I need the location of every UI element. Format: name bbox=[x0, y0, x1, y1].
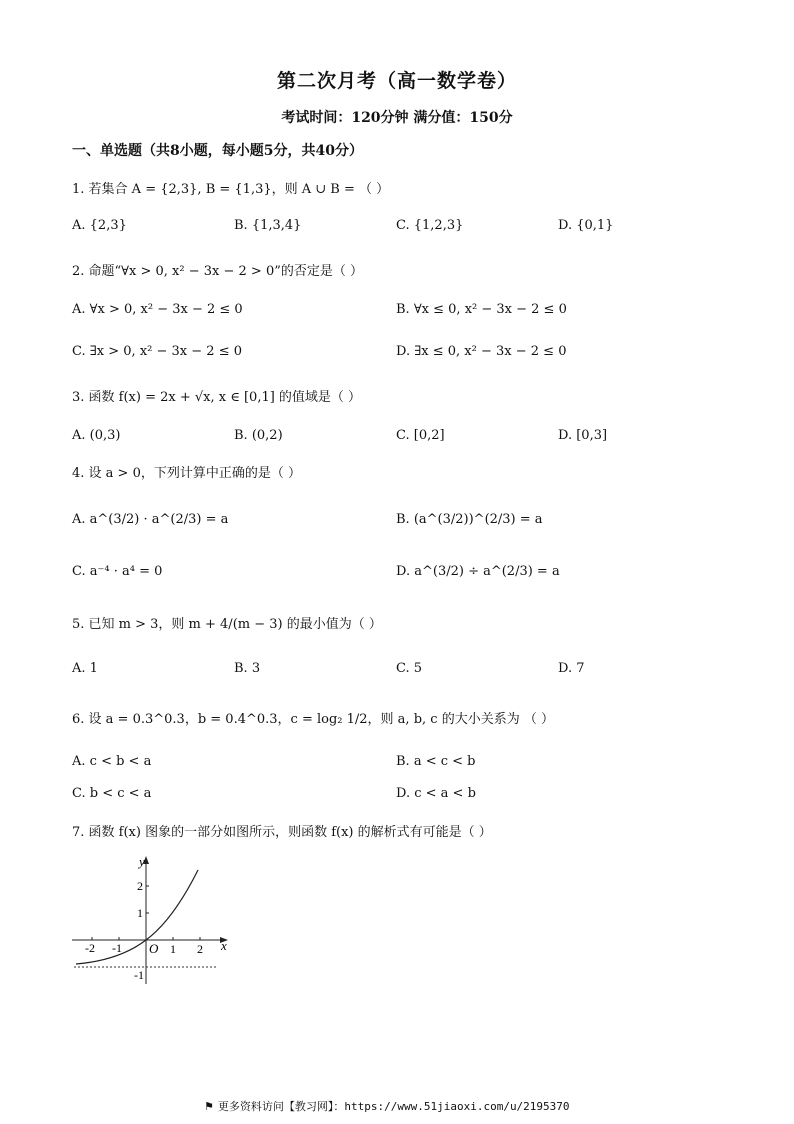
function-graph bbox=[70, 852, 240, 992]
y-tick-label-2: 2 bbox=[137, 879, 143, 893]
q1-option-a: A. {2,3} bbox=[72, 218, 127, 233]
q1-option-d: D. {0,1} bbox=[558, 218, 614, 233]
q4-option-d: D. a^(3/2) ÷ a^(2/3) = a bbox=[396, 564, 560, 579]
q4-option-c: C. a⁻⁴ · a⁴ = 0 bbox=[72, 564, 163, 579]
exam-info: 考试时间：120分钟 满分值：150分 bbox=[281, 110, 513, 126]
q5-option-a: A. 1 bbox=[72, 661, 98, 676]
x-tick-label-1: 1 bbox=[170, 942, 176, 956]
x-tick-label-2: 2 bbox=[197, 942, 203, 956]
question-3-stem: 3. 函数 f(x) = 2x + √x, x ∈ [0,1] 的值域是（ ） bbox=[72, 390, 362, 405]
q5-option-b: B. 3 bbox=[234, 661, 261, 676]
q4-option-b: B. (a^(3/2))^(2/3) = a bbox=[396, 512, 543, 527]
section-heading: 一、单选题（共8小题，每小题5分，共40分） bbox=[72, 143, 363, 159]
q6-option-b: B. a < c < b bbox=[396, 754, 476, 769]
footer-link[interactable] bbox=[204, 1098, 570, 1114]
q6-option-d: D. c < a < b bbox=[396, 786, 476, 801]
flag-icon: ⚑ bbox=[204, 1100, 214, 1113]
q3-option-b: B. (0,2) bbox=[234, 428, 283, 443]
q5-option-d: D. 7 bbox=[558, 661, 585, 676]
x-axis-label: x bbox=[221, 938, 227, 953]
q1-option-b: B. {1,3,4} bbox=[234, 218, 302, 233]
x-tick-label-neg2: -2 bbox=[85, 941, 95, 955]
page-title: 第二次月考（高一数学卷） bbox=[276, 70, 517, 92]
question-4-stem: 4. 设 a > 0，下列计算中正确的是（ ） bbox=[72, 466, 301, 481]
x-tick-label-neg1: -1 bbox=[112, 941, 122, 955]
question-6-stem: 6. 设 a = 0.3^0.3，b = 0.4^0.3，c = log₂ 1/2，则 a, b, c 的大小关系为 （ ） bbox=[72, 712, 554, 727]
question-2-stem: 2. 命题“∀x > 0, x² − 3x − 2 > 0”的否定是（ ） bbox=[72, 264, 363, 279]
q6-option-c: C. b < c < a bbox=[72, 786, 152, 801]
y-tick-label-neg1: -1 bbox=[134, 968, 144, 982]
y-tick-label-1: 1 bbox=[137, 906, 143, 920]
footer-text: 更多资料访问【教习网】：https://www.51jiaoxi.com/u/2195370 bbox=[217, 1100, 570, 1113]
q2-option-b: B. ∀x ≤ 0, x² − 3x − 2 ≤ 0 bbox=[396, 302, 567, 317]
question-1-stem: 1. 若集合 A = {2,3}, B = {1,3}，则 A ∪ B = （ ） bbox=[72, 182, 390, 197]
question-5-stem: 5. 已知 m > 3，则 m + 4/(m − 3) 的最小值为（ ） bbox=[72, 617, 382, 632]
q6-option-a: A. c < b < a bbox=[72, 754, 152, 769]
origin-label: O bbox=[149, 941, 159, 956]
q2-option-a: A. ∀x > 0, x² − 3x − 2 ≤ 0 bbox=[72, 302, 243, 317]
q4-option-a: A. a^(3/2) · a^(2/3) = a bbox=[72, 512, 229, 527]
q3-option-d: D. [0,3] bbox=[558, 428, 608, 443]
q3-option-a: A. (0,3) bbox=[72, 428, 121, 443]
q5-option-c: C. 5 bbox=[396, 661, 423, 676]
q2-option-d: D. ∃x ≤ 0, x² − 3x − 2 ≤ 0 bbox=[396, 344, 567, 359]
question-7-stem: 7. 函数 f(x) 图象的一部分如图所示，则函数 f(x) 的解析式有可能是（ ） bbox=[72, 825, 492, 840]
q3-option-c: C. [0,2] bbox=[396, 428, 445, 443]
y-axis-label: y bbox=[139, 854, 145, 869]
q2-option-c: C. ∃x > 0, x² − 3x − 2 ≤ 0 bbox=[72, 344, 242, 359]
q1-option-c: C. {1,2,3} bbox=[396, 218, 464, 233]
